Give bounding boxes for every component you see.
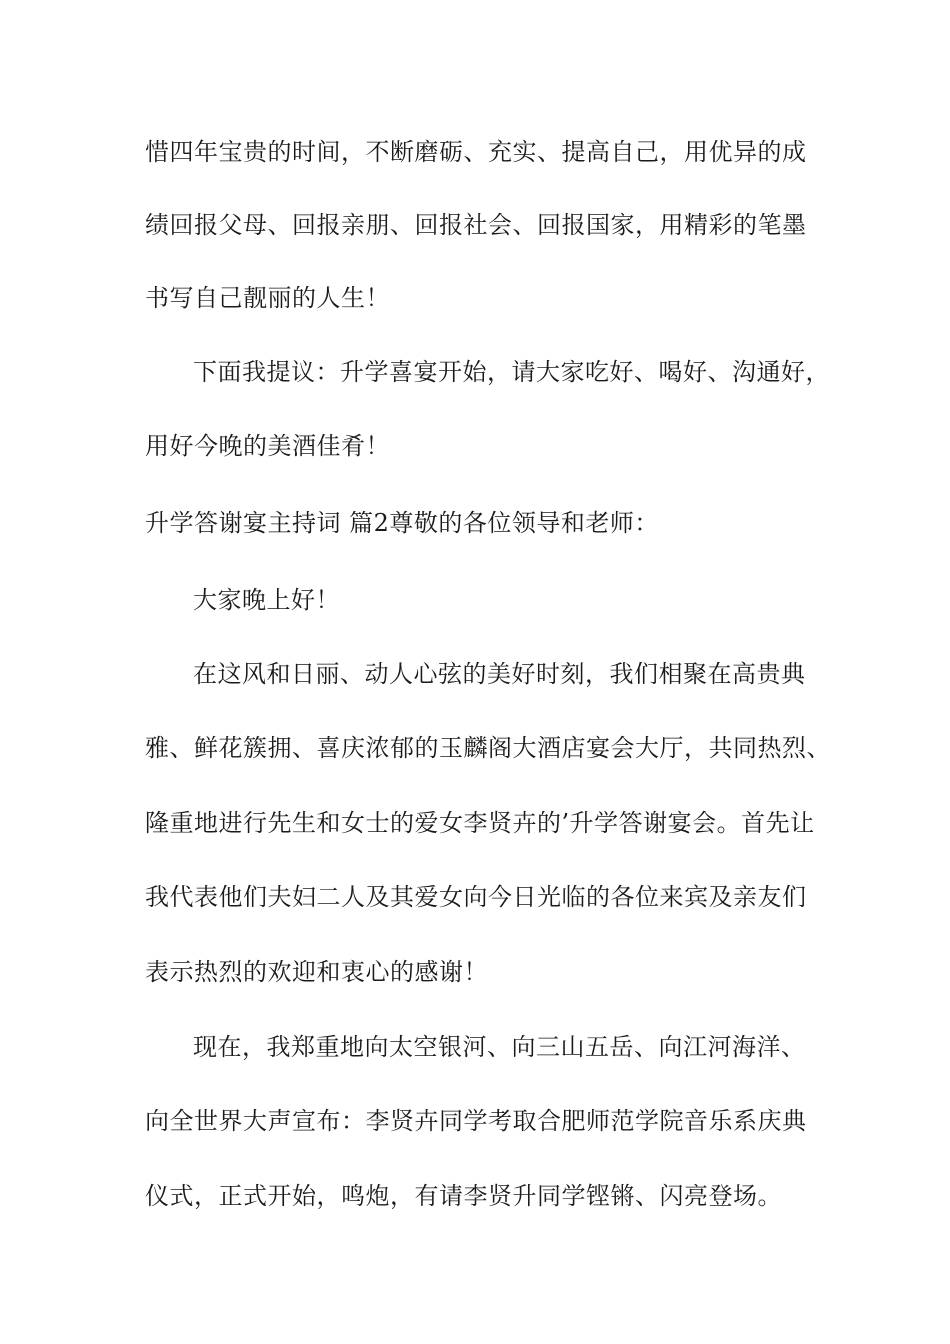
text-line-15: 仪式，正式开始，鸣炮，有请李贤升同学铿锵、闪亮登场。 [145,1182,782,1210]
text-line-11: 我代表他们夫妇二人及其爱女向今日光临的各位来宾及亲友们 [145,883,807,911]
text-line-3: 书写自己靓丽的人生！ [145,284,390,312]
text-line-13: 现在，我郑重地向太空银河、向三山五岳、向江河海洋、 [193,1033,806,1061]
text-line-10: 隆重地进行先生和女士的爱女李贤卉的’升学答谢宴会。首先让 [145,809,815,837]
text-line-14: 向全世界大声宣布：李贤卉同学考取合肥师范学院音乐系庆典 [145,1107,807,1135]
text-line-9: 雅、鲜花簇拥、喜庆浓郁的玉麟阁大酒店宴会大厅，共同热烈、 [145,734,831,762]
text-line-4: 下面我提议：升学喜宴开始，请大家吃好、喝好、沟通好， [193,358,830,386]
section-heading: 升学答谢宴主持词 篇2尊敬的各位领导和老师： [145,509,659,537]
text-line-1: 惜四年宝贵的时间，不断磨砺、充实、提高自己，用优异的成 [145,138,807,166]
text-line-12: 表示热烈的欢迎和衷心的感谢！ [145,958,488,986]
text-line-2: 绩回报父母、回报亲朋、回报社会、回报国家，用精彩的笔墨 [145,211,807,239]
text-line-greeting: 大家晚上好！ [193,586,340,614]
text-line-5: 用好今晚的美酒佳肴！ [145,432,390,460]
text-line-8: 在这风和日丽、动人心弦的美好时刻，我们相聚在高贵典 [193,660,806,688]
